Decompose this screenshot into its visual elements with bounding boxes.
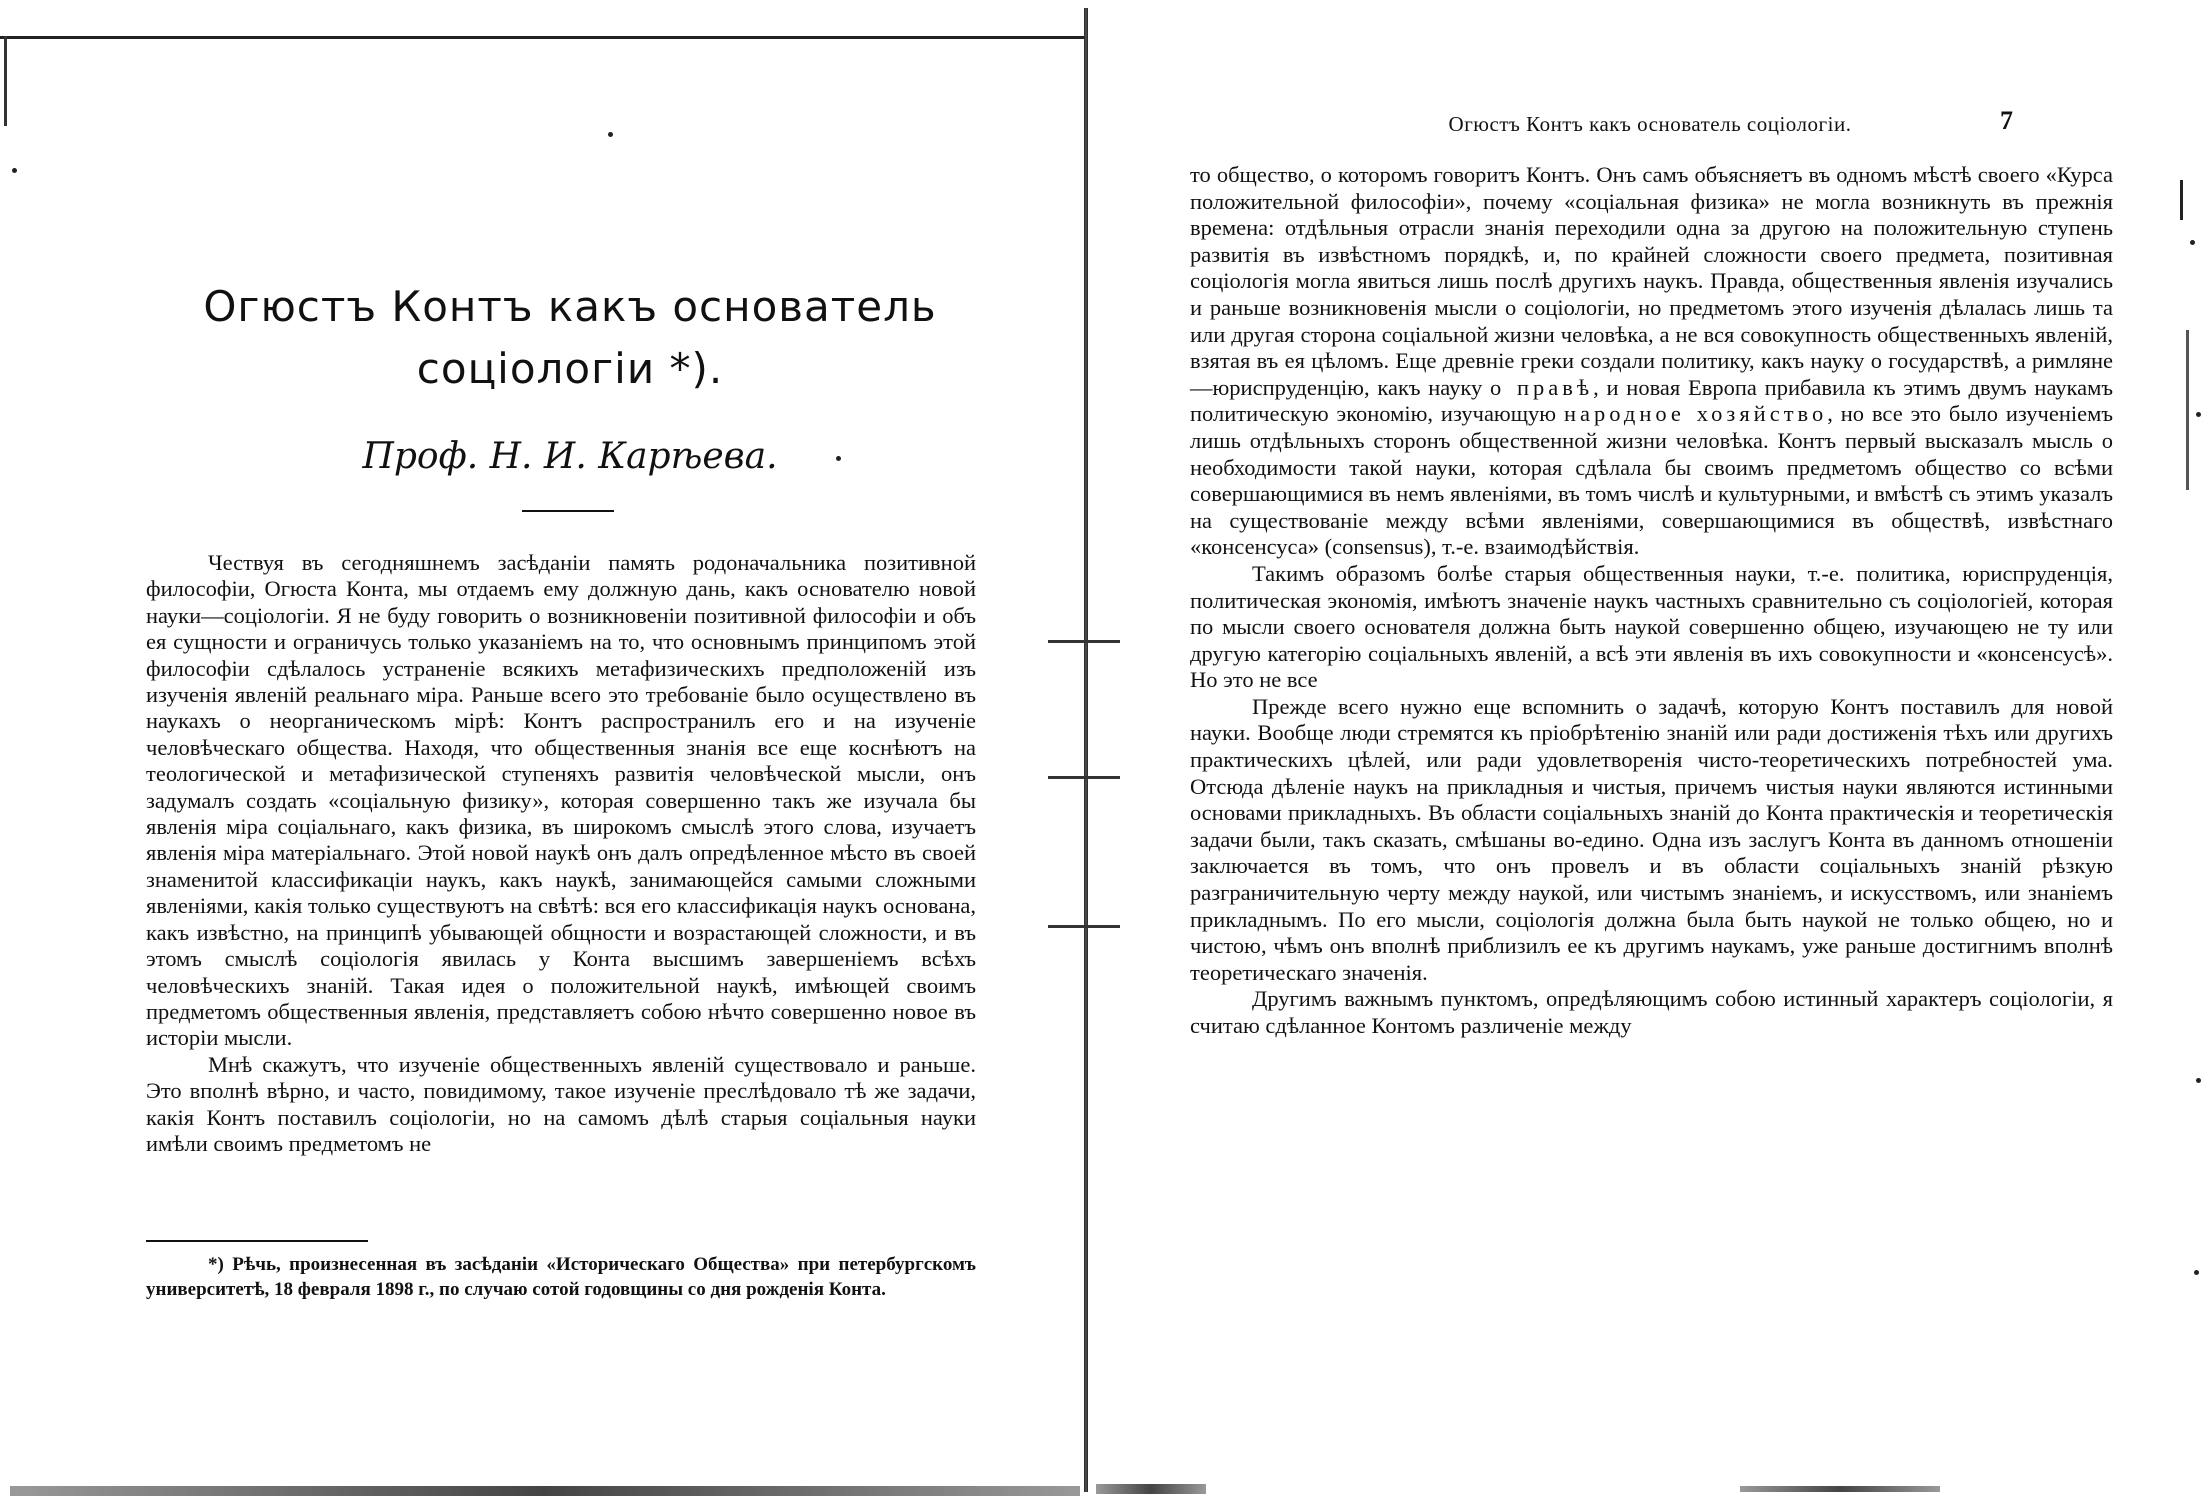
body-text: , и новая Европа прибавила къ этимъ двумъ наукамъ политическую экономію, изучающую: [1190, 374, 2113, 427]
right-page: [1090, 0, 2208, 1500]
body-text: , но все это было изученіемъ лишь отдѣльныхъ сторонъ общественной жизни человѣка. Контъ первый высказалъ мысль о необходимости такой науки, которая сдѣлала бы своимъ предметомъ общество со всѣми совершающимися въ немъ явленіями, въ томъ числѣ и культурными, и вмѣстѣ съ этимъ указалъ на существованіе между всѣми явленіями, совершающимися въ обществѣ, извѣстнаго «консенсуса» (consensus), т.-е. взаимодѣйствія.: [1190, 401, 2113, 560]
footnote: *) Рѣчь, произнесенная въ засѣданіи «Историческаго Общества» при петербургскомъ университетѣ, 18 февраля 1898 г., по случаю сотой годовщины со дня рожденія Конта.: [146, 1254, 976, 1300]
article-title-line-2: соціологіи *).: [416, 344, 724, 393]
left-page: [0, 0, 1086, 1500]
article-author: Проф. Н. И. Карѣева.: [362, 436, 778, 477]
footnote-divider: [146, 1240, 368, 1242]
body-text: то общество, о которомъ говоритъ Контъ. Онъ самъ объясняетъ въ одномъ мѣстѣ своего «Курса положительной философіи», почему «соціальная физика» не могла возникнуть въ прежнія времена: отдѣльныя отрасли знанія переходили одна за другою на положительную ступень развитія въ извѣстномъ порядкѣ, и, по крайней сложности своего предмета, позитивная соціологія могла явиться лишь послѣ другихъ наукъ. Правда, общественныя явленія изучались и раньше возникновенія мысли о соціологіи, но предметомъ этого изученія дѣлалась лишь та или другая сторона соціальной жизни человѣка, а не вся совокупность общественныхъ явленій, взятая въ ея цѣломъ. Еще древніе греки создали политику, какъ науку о государствѣ, а римляне—юриспруденцію, какъ науку: [1190, 162, 2113, 400]
article-title-line-1: Огюстъ Контъ какъ основатель: [203, 282, 937, 331]
body-paragraph: Такимъ образомъ болѣе старыя общественныя науки, т.-е. политика, юриспруденція, политическая экономія, имѣютъ значеніе наукъ частныхъ сравнительно съ соціологіей, которая по мысли своего основателя должна быть наукой совершенно общею, изучающею не ту или другую категорію соціальныхъ явленій, а всѣ эти явленія въ ихъ совокупности и «консенсусѣ». Но это не все: [1190, 560, 2113, 693]
body-paragraph: Прежде всего нужно еще вспомнить о задачѣ, которую Контъ поставилъ для новой науки. Вообще люди стремятся къ пріобрѣтенію знаній или ради достиженія тѣхъ или другихъ практическихъ цѣлей, или ради удовлетворенія чисто-теоретическихъ потребностей ума. Отсюда дѣленіе наукъ на прикладныя и чистыя, причемъ чистыя науки являются истинными основами прикладныхъ. Въ области соціальныхъ знаній до Конта практическія и теоретическія задачи были, такъ сказать, смѣшаны во-едино. Одна изъ заслугъ Конта въ данномъ отношеніи заключается въ томъ, что онъ провелъ и въ области соціальныхъ знаній рѣзкую разграничительную черту между наукой, или чистымъ знаніемъ, и искусствомъ, или знаніемъ прикладнымъ. По его мысли, соціологія должна была быть наукой не только общею, но и чистою, чѣмъ онъ вполнѣ приблизилъ ее къ другимъ наукамъ, уже раньше достигнимъ вполнѣ теоретическаго значенія.: [1190, 693, 2113, 985]
body-paragraph-continued: [1190, 162, 2113, 561]
author-divider: [522, 510, 614, 512]
page-number: 7: [2000, 106, 2013, 135]
left-page-body: [146, 550, 976, 1157]
spaced-emphasis: народное хозяйство: [1564, 401, 1828, 427]
spaced-emphasis: о правѣ: [1490, 374, 1594, 400]
body-paragraph: Мнѣ скажутъ, что изученіе общественныхъ явленій существовало и раньше. Это вполнѣ вѣрно, и часто, повидимому, такое изученіе преслѣдовало тѣ же задачи, какія Контъ поставилъ соціологіи, но на самомъ дѣлѣ старыя соціальныя науки имѣли своимъ предметомъ не: [146, 1051, 976, 1156]
right-page-body: [1190, 162, 2113, 1040]
article-title: [150, 276, 990, 400]
body-paragraph: Другимъ важнымъ пунктомъ, опредѣляющимъ собою истинный характеръ соціологіи, я считаю сдѣланное Контомъ различеніе между: [1190, 986, 2113, 1038]
body-paragraph: Чествуя въ сегодняшнемъ засѣданіи память родоначальника позитивной философіи, Огюста Конта, мы отдаемъ ему должную дань, какъ основателю новой науки—соціологіи. Я не буду говорить о возникновеніи позитивной философіи и объ ея сущности и ограничусь только указаніемъ на то, что основнымъ принципомъ этой философіи сдѣлалось устраненіе всякихъ метафизическихъ предположеній изъ изученія явленій реальнаго міра. Раньше всего это требованіе было осуществлено въ наукахъ о неорганическомъ мірѣ: Контъ распространилъ его и на изученіе человѣческаго общества. Находя, что общественныя знанія все еще коснѣютъ на теологической и метафизической ступеняхъ развитія человѣческой мысли, онъ задумалъ создать «соціальную физику», которая совершенно такъ же изучала бы явленія міра соціальнаго, какъ физика, въ широкомъ смыслѣ этого слова, изучаетъ явленія міра матеріальнаго. Этой новой наукѣ онъ далъ опредѣленное мѣсто въ своей знаменитой классификаціи наукъ, какъ наукѣ, занимающейся самыми сложными явленіями, какія только существуютъ на свѣтѣ: вся его классификація наукъ основана, какъ извѣстно, на принципѣ убывающей общности и возрастающей сложности, и въ этомъ смыслѣ соціологія явилась у Конта высшимъ завершеніемъ всѣхъ человѣческихъ знаній. Такая идея о положительной наукѣ, имѣющей своимъ предметомъ общественныя явленія, представляетъ собою нѣчто совершенно новое въ исторіи мысли.: [146, 550, 976, 1051]
running-head: Огюстъ Контъ какъ основатель соціологіи.: [1448, 112, 1852, 136]
